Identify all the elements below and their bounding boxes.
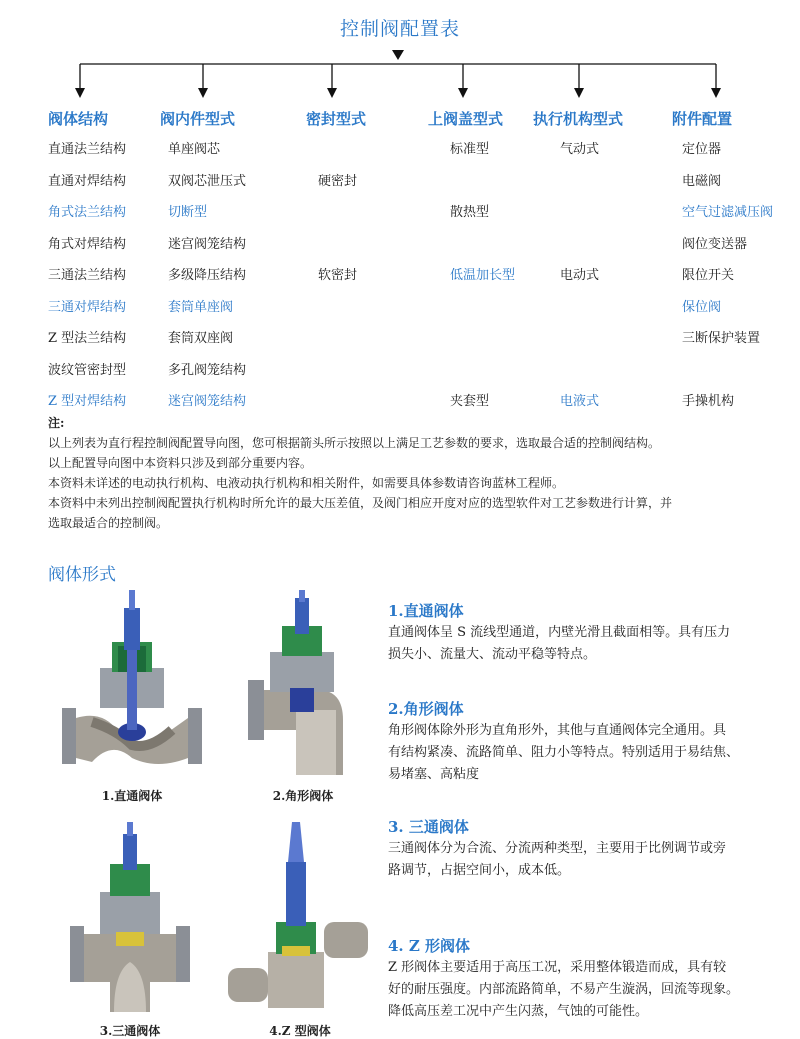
description-line: 路调节，占据空间小，成本低。 <box>388 863 571 878</box>
description-line: 好的耐压强度。内部流路简单，不易产生漩涡，回流等现象。 <box>388 982 740 997</box>
table-cell: 气动式 <box>560 142 600 157</box>
notes-label: 注: <box>48 416 65 430</box>
table-cell: 夹套型 <box>450 394 490 409</box>
note-line: 选取最适合的控制阀。 <box>48 516 169 530</box>
note-line: 本资料中未列出控制阀配置执行机构时所允许的最大压差值，及阀门相应开度对应的选型软件对工艺参数进行计算，并 <box>48 496 673 510</box>
table-cell: 角式对焊结构 <box>48 236 127 252</box>
three-way-valve-illustration <box>70 822 190 1017</box>
description-line: 直通阀体呈 S 流线型通道，内壁光滑且截面相等。具有压力 <box>388 625 731 640</box>
table-cell: 空气过滤减压阀 <box>682 205 774 220</box>
table-cell: 波纹管密封型 <box>48 362 127 378</box>
description-title: 3. 三通阀体 <box>388 818 469 836</box>
table-cell: 阀位变送器 <box>682 236 748 252</box>
table-cell: 三断保护装置 <box>682 331 761 346</box>
column-header-actuator: 执行机构型式 <box>533 110 624 128</box>
note-line: 以上列表为直行程控制阀配置导向图，您可根据箭头所示按照以上满足工艺参数的要求，选取最合适的控制阀结构。 <box>48 436 661 450</box>
table-cell: 双阀芯泄压式 <box>168 173 247 189</box>
straight-valve-illustration <box>62 590 202 785</box>
description-body <box>388 622 768 666</box>
description-line: 易堵塞、高粘度 <box>388 767 480 782</box>
column-header-accessories: 附件配置 <box>672 110 733 128</box>
description-title: 1.直通阀体 <box>388 602 464 620</box>
table-cell: Z 型法兰结构 <box>48 331 127 346</box>
z-type-valve-illustration <box>228 822 368 1017</box>
table-cell: 套筒单座阀 <box>168 299 234 315</box>
table-cell: 电动式 <box>560 268 600 283</box>
section-title: 阀体形式 <box>48 565 116 585</box>
column-header-trim: 阀内件型式 <box>160 110 236 128</box>
description-line: Z 形阀体主要适用于高压工况，采用整体锻造而成，具有较 <box>388 960 727 975</box>
table-cell: 迷宫阀笼结构 <box>168 236 247 252</box>
table-cell: 直通对焊结构 <box>48 173 127 189</box>
image-caption: 4.Z 型阀体 <box>269 1024 331 1038</box>
table-cell: 散热型 <box>450 205 490 220</box>
image-caption: 3.三通阀体 <box>99 1024 161 1038</box>
table-cell: 定位器 <box>682 142 722 157</box>
table-cell: 三通法兰结构 <box>48 268 127 283</box>
image-caption: 1.直通阀体 <box>101 789 163 803</box>
description-line: 有结构紧凑、流路简单、阻力小等特点。特别适用于易结焦、 <box>388 745 740 760</box>
column-header-valve-body: 阀体结构 <box>48 110 109 128</box>
description-body <box>388 720 768 786</box>
page-title: 控制阀配置表 <box>339 18 460 40</box>
table-cell: 角式法兰结构 <box>48 205 127 220</box>
note-line: 本资料未详述的电动执行机构、电液动执行机构和相关附件，如需要具体参数请咨询蓝林工程师。 <box>48 476 565 490</box>
table-cell: 多孔阀笼结构 <box>168 362 247 378</box>
table-cell: 电液式 <box>560 394 600 409</box>
table-cell: 单座阀芯 <box>168 142 221 157</box>
config-arrow-tree <box>0 40 800 108</box>
note-line: 以上配置导向图中本资料只涉及到部分重要内容。 <box>48 456 313 470</box>
table-cell: 软密封 <box>318 268 358 283</box>
image-caption: 2.角形阀体 <box>272 789 334 803</box>
table-cell: 三通对焊结构 <box>48 299 127 315</box>
table-cell: 电磁阀 <box>682 173 722 189</box>
main-down-arrow <box>392 50 404 60</box>
description-title: 4. Z 形阀体 <box>388 937 471 955</box>
description-body <box>388 838 768 882</box>
angle-valve-illustration <box>248 590 358 785</box>
table-cell: 迷宫阀笼结构 <box>168 394 247 409</box>
table-cell: 低温加长型 <box>450 268 516 283</box>
table-cell: Z 型对焊结构 <box>48 394 127 409</box>
table-cell: 直通法兰结构 <box>48 142 127 157</box>
table-cell: 多级降压结构 <box>168 268 247 283</box>
table-cell: 切断型 <box>168 205 208 220</box>
description-line: 三通阀体分为合流、分流两种类型，主要用于比例调节或旁 <box>388 841 727 856</box>
description-line: 角形阀体除外形为直角形外，其他与直通阀体完全通用。具 <box>388 723 727 738</box>
column-header-bonnet: 上阀盖型式 <box>428 110 504 128</box>
column-header-seal: 密封型式 <box>306 110 367 128</box>
description-body <box>388 957 768 1023</box>
description-title: 2.角形阀体 <box>388 700 464 718</box>
table-cell: 限位开关 <box>682 268 735 283</box>
table-cell: 手操机构 <box>682 394 735 409</box>
table-cell: 保位阀 <box>682 299 722 315</box>
table-cell: 套筒双座阀 <box>168 331 234 346</box>
description-line: 降低高压差工况中产生闪蒸，气蚀的可能性。 <box>388 1004 649 1019</box>
description-line: 损失小、流量大、流动平稳等特点。 <box>388 647 597 662</box>
table-cell: 标准型 <box>450 142 490 157</box>
table-cell: 硬密封 <box>318 173 358 189</box>
